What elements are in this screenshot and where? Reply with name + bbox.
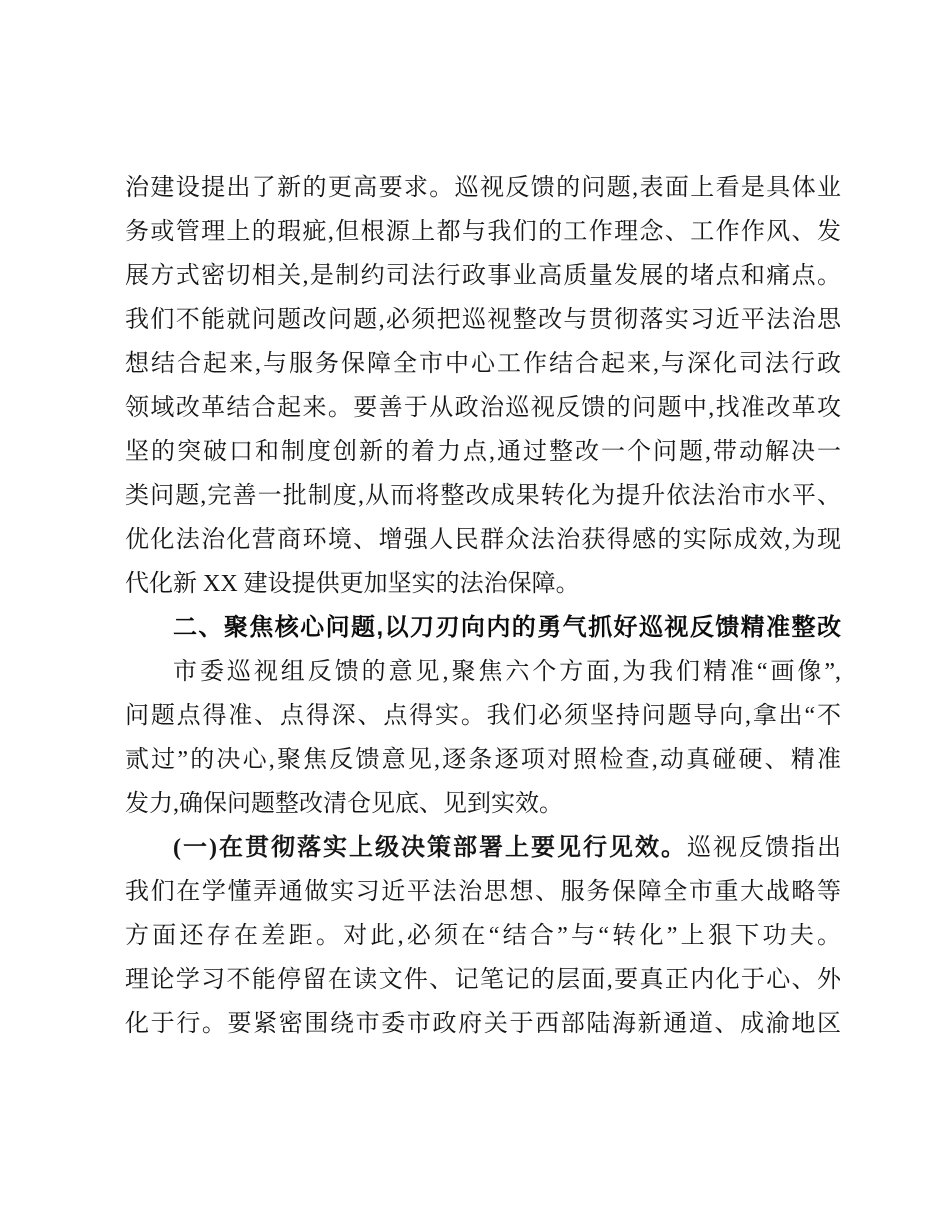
body-line (125, 870, 841, 914)
section-heading (125, 606, 841, 650)
body-line (125, 254, 841, 298)
body-line (125, 430, 841, 474)
text-segment: 我们不能就问题改问题,必须把巡视整改与贯彻落实习近平法治思 (125, 307, 841, 333)
text-segment: 发力,确保问题整改清仓见底、见到实效。 (125, 791, 563, 817)
text-segment: 优化法治化营商环境、增强人民群众法治获得感的实际成效,为现 (125, 527, 841, 553)
text-segment: 理论学习不能停留在读文件、记笔记的层面,要真正内化于心、外 (125, 967, 841, 993)
text-segment: 化于行。要紧密围绕市委市政府关于西部陆海新通道、成渝地区 (125, 1011, 841, 1037)
body-line (125, 782, 841, 826)
text-segment: 展方式密切相关,是制约司法行政事业高质量发展的堵点和痛点。 (125, 263, 841, 289)
body-line (125, 650, 841, 694)
text-segment: 贰过”的决心,聚焦反馈意见,逐条逐项对照检查,动真碰硬、精准 (125, 747, 841, 773)
bold-text-segment: 二、聚焦核心问题,以刀刃向内的勇气抓好巡视反馈精准整改 (173, 614, 841, 641)
body-line (125, 1002, 841, 1046)
text-segment: 务或管理上的瑕疵,但根源上都与我们的工作理念、工作作风、发 (125, 219, 841, 245)
text-segment: 想结合起来,与服务保障全市中心工作结合起来,与深化司法行政 (125, 351, 841, 377)
body-line (125, 738, 841, 782)
text-segment: 问题点得准、点得深、点得实。我们必须坚持问题导向,拿出“不 (125, 703, 841, 729)
bold-text-segment: (一)在贯彻落实上级决策部署上要见行见效。 (173, 835, 687, 861)
body-line (125, 210, 841, 254)
body-line (125, 826, 841, 870)
body-line (125, 694, 841, 738)
body-line (125, 298, 841, 342)
document-text-block (125, 166, 841, 1046)
body-line (125, 474, 841, 518)
text-segment: 代化新 XX 建设提供更加坚实的法治保障。 (125, 571, 580, 597)
text-segment: 市委巡视组反馈的意见,聚焦六个方面,为我们精准“画像”, (173, 659, 841, 685)
body-line (125, 958, 841, 1002)
text-segment: 方面还存在差距。对此,必须在“结合”与“转化”上狠下功夫。 (125, 923, 841, 949)
body-line (125, 914, 841, 958)
body-line (125, 518, 841, 562)
text-segment: 我们在学懂弄通做实习近平法治思想、服务保障全市重大战略等 (125, 879, 841, 905)
body-line (125, 166, 841, 210)
text-segment: 类问题,完善一批制度,从而将整改成果转化为提升依法治市水平、 (125, 483, 841, 509)
body-line (125, 386, 841, 430)
text-segment: 领域改革结合起来。要善于从政治巡视反馈的问题中,找准改革攻 (125, 395, 841, 421)
body-line (125, 342, 841, 386)
body-line (125, 562, 841, 606)
text-segment: 巡视反馈指出 (687, 835, 842, 861)
text-segment: 治建设提出了新的更高要求。巡视反馈的问题,表面上看是具体业 (125, 175, 841, 201)
text-segment: 坚的突破口和制度创新的着力点,通过整改一个问题,带动解决一 (125, 439, 841, 465)
